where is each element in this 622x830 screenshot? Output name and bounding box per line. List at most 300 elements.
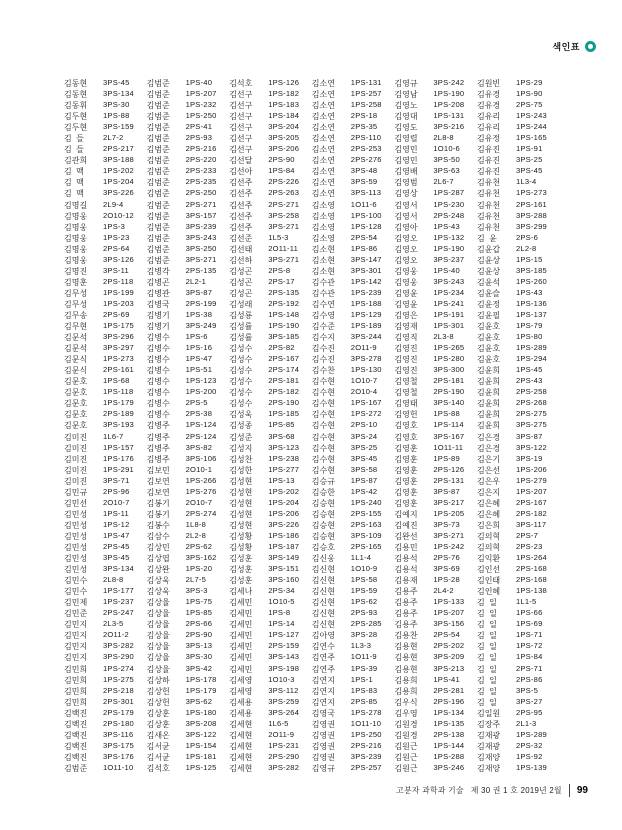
author-name: 김연주 xyxy=(311,653,335,663)
author-name: 김민지 xyxy=(64,620,88,630)
index-row xyxy=(64,277,560,288)
paper-code: 2PS-38 xyxy=(185,409,213,419)
paper-code: 2PS-165 xyxy=(350,541,382,551)
paper-code: 2PS-250 xyxy=(185,188,217,198)
author-name: 김수영 xyxy=(311,311,335,320)
paper-code: 2PS-34 xyxy=(268,586,295,596)
author-name: 김소연 xyxy=(311,112,335,122)
author-name: 김용재 xyxy=(394,576,418,586)
page-title: 색인표 xyxy=(552,42,580,52)
paper-code: 1PS-14 xyxy=(268,619,295,629)
index-entry xyxy=(229,343,312,354)
index-entry xyxy=(312,211,395,222)
paper-code: 1PS-266 xyxy=(185,475,217,485)
paper-code: 1PS-279 xyxy=(515,475,547,485)
index-row xyxy=(64,675,560,686)
author-name: 김민수 xyxy=(64,587,88,597)
index-entry xyxy=(394,166,477,177)
index-row xyxy=(64,155,560,166)
index-entry xyxy=(64,111,147,122)
author-name: 김은희 xyxy=(476,520,501,530)
index-entry xyxy=(229,586,312,597)
index-entry xyxy=(64,177,147,188)
author-name: 김성수 xyxy=(229,355,253,365)
paper-code: 3PS-45 xyxy=(103,78,130,88)
index-entry xyxy=(147,244,230,255)
paper-code: 2O10-12 xyxy=(103,210,134,220)
index-entry xyxy=(394,100,477,111)
index-row xyxy=(64,133,560,144)
author-name: 김범준 xyxy=(146,156,170,166)
index-entry xyxy=(64,641,147,652)
paper-code: 1PS-59 xyxy=(350,586,378,596)
index-entry xyxy=(477,498,560,509)
author-name: 김영호 xyxy=(394,432,418,442)
index-entry xyxy=(229,310,312,321)
paper-code: 2L9-4 xyxy=(103,199,124,209)
author-name: 김세민 xyxy=(229,620,253,630)
paper-code: 2L3-8 xyxy=(433,332,454,342)
author-name: 김병주 xyxy=(146,443,170,453)
paper-code: 1PS-80 xyxy=(515,332,543,342)
index-entry xyxy=(229,365,312,376)
author-name: 김상엽 xyxy=(146,554,170,564)
author-name: 김윤갑 xyxy=(476,244,501,254)
index-row xyxy=(64,222,560,233)
author-name: 김연지 xyxy=(311,697,335,707)
author-name: 김소연 xyxy=(311,90,335,100)
paper-code: 2PS-45 xyxy=(103,541,130,551)
index-entry xyxy=(147,520,230,531)
author-name: 김용석 xyxy=(394,565,418,575)
author-name: 김소영 xyxy=(311,200,335,210)
paper-code: 3PS-134 xyxy=(103,564,134,574)
author-name: 김명웅 xyxy=(64,233,88,243)
author-name: 김상훈 xyxy=(146,719,170,729)
author-name: 김영직 xyxy=(394,333,418,343)
author-name: 김미진 xyxy=(64,443,88,453)
index-entry xyxy=(229,542,312,553)
index-entry xyxy=(64,708,147,719)
index-row xyxy=(64,487,560,498)
author-name: 김선구 xyxy=(229,90,253,100)
paper-code: 3PS-106 xyxy=(185,453,217,463)
paper-code: 3PS-68 xyxy=(268,431,295,441)
index-entry xyxy=(312,564,395,575)
page-footer xyxy=(396,784,588,797)
index-entry xyxy=(229,155,312,166)
paper-code: 1PS-11 xyxy=(103,508,129,518)
author-name: 김문식 xyxy=(64,366,88,376)
index-row xyxy=(64,365,560,376)
author-name: 김미진 xyxy=(64,465,88,475)
author-name: 김선주 xyxy=(229,211,253,221)
paper-code: 1PS-6 xyxy=(185,332,208,342)
index-entry xyxy=(394,597,477,608)
index-entry xyxy=(312,343,395,354)
paper-code: 1PS-8 xyxy=(268,608,291,618)
author-name: 김승현 xyxy=(311,531,335,541)
author-name: 김범준 xyxy=(146,101,170,111)
index-entry xyxy=(229,188,312,199)
paper-code: 1PS-123 xyxy=(185,376,217,386)
paper-code: 1PS-175 xyxy=(103,321,134,331)
author-name: 김영권 xyxy=(311,730,335,740)
index-entry xyxy=(312,122,395,133)
author-name: 김윤정 xyxy=(476,299,501,309)
author-name: 김보연 xyxy=(146,487,170,497)
author-name: 김상율 xyxy=(146,620,170,630)
paper-code: 1PS-204 xyxy=(103,177,134,187)
paper-code: 2PS-76 xyxy=(433,553,460,563)
index-entry xyxy=(394,299,477,310)
paper-code: 2PS-96 xyxy=(103,486,130,496)
author-name: 김상욱 xyxy=(146,587,170,597)
author-name: 김민규 xyxy=(64,487,88,497)
author-name: 김민희 xyxy=(64,697,88,707)
index-entry xyxy=(147,288,230,299)
paper-code: 1PS-132 xyxy=(433,232,465,242)
paper-code: 2PS-174 xyxy=(268,365,300,375)
index-entry xyxy=(229,564,312,575)
index-entry xyxy=(229,277,312,288)
index-row xyxy=(64,741,560,752)
index-entry xyxy=(64,509,147,520)
author-name: 김영민 xyxy=(394,156,418,166)
index-entry xyxy=(394,752,477,763)
author-name: 김영서 xyxy=(394,200,418,210)
index-entry xyxy=(394,487,477,498)
index-entry xyxy=(477,310,560,321)
paper-code: 1PS-13 xyxy=(268,475,295,485)
index-entry xyxy=(394,376,477,387)
paper-code: 3PS-198 xyxy=(268,663,300,673)
author-name: 김범준 xyxy=(146,123,170,133)
author-name: 김범준 xyxy=(146,178,170,188)
index-entry xyxy=(147,255,230,266)
author-name: 김재양 xyxy=(476,752,501,762)
author-name: 김문호 xyxy=(64,399,88,409)
paper-code: 1PS-179 xyxy=(103,398,134,408)
index-entry xyxy=(394,708,477,719)
index-entry xyxy=(229,376,312,387)
index-entry xyxy=(64,752,147,763)
index-entry xyxy=(64,409,147,420)
paper-code: 3PS-243 xyxy=(433,276,465,286)
index-entry xyxy=(64,100,147,111)
paper-code: 3PS-175 xyxy=(103,740,134,750)
author-name: 김상헌 xyxy=(146,686,170,696)
index-entry xyxy=(394,763,477,774)
paper-code: 2PS-10 xyxy=(350,420,378,430)
paper-code: 3PS-122 xyxy=(185,729,217,739)
index-entry xyxy=(147,211,230,222)
author-name: 김수준 xyxy=(311,322,335,332)
author-name: 김성현 xyxy=(229,487,253,497)
author-name: 김민준 xyxy=(64,609,88,619)
paper-code: 1PS-242 xyxy=(433,541,465,551)
index-entry xyxy=(229,100,312,111)
author-name: 김두현 xyxy=(64,112,88,122)
index-entry xyxy=(64,144,147,155)
index-entry xyxy=(64,89,147,100)
paper-code: 1O10-6 xyxy=(433,144,460,154)
paper-code: 2PS-41 xyxy=(185,122,213,132)
paper-code: 1PS-202 xyxy=(103,166,134,176)
paper-code: 3PS-290 xyxy=(103,652,134,662)
author-name: 김세영 xyxy=(229,686,253,696)
index-entry xyxy=(147,432,230,443)
index-entry xyxy=(477,741,560,752)
author-name: 김원근 xyxy=(394,752,418,762)
author-name: 김영헌 xyxy=(394,410,418,420)
author-name: 김 맥 xyxy=(64,167,84,177)
paper-code: 3PS-271 xyxy=(268,254,300,264)
paper-code: 2O11-2 xyxy=(103,630,129,640)
index-entry xyxy=(147,398,230,409)
author-name: 김윤상 xyxy=(476,255,501,265)
author-name: 김 일 xyxy=(476,642,497,652)
index-entry xyxy=(147,664,230,675)
index-entry xyxy=(312,387,395,398)
index-entry xyxy=(477,487,560,498)
paper-code: 3PS-271 xyxy=(185,254,217,264)
paper-code: 3PS-27 xyxy=(515,696,543,706)
index-entry xyxy=(312,310,395,321)
paper-code: 1PS-232 xyxy=(185,100,217,110)
index-entry xyxy=(312,222,395,233)
index-entry xyxy=(229,354,312,365)
author-name: 김 일 xyxy=(476,653,497,663)
author-name: 김신현 xyxy=(311,576,335,586)
paper-code: 2PS-135 xyxy=(268,287,300,297)
paper-code: 3PS-112 xyxy=(268,685,299,695)
paper-code: 3PS-237 xyxy=(433,254,465,264)
author-name: 김성수 xyxy=(229,344,253,354)
index-entry xyxy=(64,343,147,354)
index-entry xyxy=(147,630,230,641)
author-name: 김영재 xyxy=(394,322,418,332)
paper-code: 2PS-268 xyxy=(515,398,547,408)
index-entry xyxy=(394,233,477,244)
author-name: 김미진 xyxy=(64,454,88,464)
index-entry xyxy=(477,652,560,663)
author-name: 김세현 xyxy=(229,730,253,740)
paper-code: 2PS-17 xyxy=(268,276,295,286)
index-entry xyxy=(477,531,560,542)
paper-code: 1L8-8 xyxy=(185,519,207,529)
index-entry xyxy=(477,277,560,288)
paper-code: 2O10-7 xyxy=(185,497,213,507)
paper-code: 1PS-66 xyxy=(515,608,543,618)
index-entry xyxy=(147,343,230,354)
paper-code: 2PS-235 xyxy=(185,177,217,187)
index-entry xyxy=(394,200,477,211)
index-row xyxy=(64,608,560,619)
author-name: 김수연 xyxy=(311,299,335,309)
index-entry xyxy=(64,741,147,752)
author-name: 김범준 xyxy=(146,189,170,199)
paper-code: 2PS-43 xyxy=(515,376,543,386)
index-entry xyxy=(64,398,147,409)
index-entry xyxy=(229,619,312,630)
paper-code: 1O10-3 xyxy=(268,674,295,684)
paper-code: 1PS-92 xyxy=(515,751,543,761)
index-entry xyxy=(229,144,312,155)
index-entry xyxy=(477,420,560,431)
author-name: 김석호 xyxy=(146,763,170,773)
paper-code: 3PS-193 xyxy=(103,420,134,430)
index-entry xyxy=(312,487,395,498)
index-entry xyxy=(312,664,395,675)
index-entry xyxy=(312,376,395,387)
author-name: 김윤희 xyxy=(476,399,501,409)
author-name: 김영태 xyxy=(394,399,418,409)
paper-code: 1PS-167 xyxy=(350,398,382,408)
index-entry xyxy=(64,188,147,199)
paper-code: 1PS-131 xyxy=(350,78,382,88)
index-entry xyxy=(477,619,560,630)
index-entry xyxy=(477,697,560,708)
paper-code: 3PS-59 xyxy=(350,177,378,187)
paper-code: 3PS-271 xyxy=(433,530,465,540)
index-entry xyxy=(64,564,147,575)
index-row xyxy=(64,211,560,222)
paper-code: 1PS-238 xyxy=(268,453,300,463)
index-entry xyxy=(477,376,560,387)
author-name: 김영배 xyxy=(394,167,418,177)
author-name: 김유천 xyxy=(476,200,501,210)
index-entry xyxy=(229,630,312,641)
index-entry xyxy=(147,498,230,509)
paper-code: 1PS-87 xyxy=(350,475,378,485)
author-name: 김영권 xyxy=(311,752,335,762)
paper-code: 1PS-40 xyxy=(433,265,460,275)
author-name: 김연수 xyxy=(311,642,335,652)
index-entry xyxy=(229,697,312,708)
index-row xyxy=(64,663,560,674)
index-entry xyxy=(394,244,477,255)
paper-code: 1L3-3 xyxy=(350,641,372,651)
index-row xyxy=(64,111,560,122)
index-entry xyxy=(147,476,230,487)
author-name: 김윤호 xyxy=(476,344,501,354)
paper-code: 3PS-140 xyxy=(433,398,465,408)
paper-code: 2PS-159 xyxy=(268,641,300,651)
author-name: 김범준 xyxy=(146,255,170,265)
index-row xyxy=(64,144,560,155)
index-entry xyxy=(312,288,395,299)
author-name: 김성욱 xyxy=(229,410,253,420)
paper-code: 3PS-296 xyxy=(103,332,134,342)
index-entry xyxy=(64,288,147,299)
author-name: 김윤상 xyxy=(476,266,501,276)
index-entry xyxy=(147,719,230,730)
index-entry xyxy=(477,222,560,233)
index-entry xyxy=(64,299,147,310)
paper-code: 2O10-4 xyxy=(350,387,378,397)
index-entry xyxy=(64,763,147,774)
index-entry xyxy=(64,332,147,343)
author-name: 김영렬 xyxy=(394,134,418,144)
index-entry xyxy=(312,763,395,774)
paper-code: 1PS-190 xyxy=(433,89,465,99)
index-entry xyxy=(64,553,147,564)
index-entry xyxy=(394,586,477,597)
paper-code: 2L8-8 xyxy=(103,575,124,585)
index-entry xyxy=(147,730,230,741)
paper-code: 1PS-273 xyxy=(515,188,547,198)
index-entry xyxy=(64,520,147,531)
author-name: 김명훈 xyxy=(64,277,88,287)
paper-code: 2PS-75 xyxy=(515,100,543,110)
paper-code: 3PS-301 xyxy=(350,265,382,275)
index-entry xyxy=(312,730,395,741)
author-name: 김병국 xyxy=(146,299,170,309)
paper-code: 1PS-90 xyxy=(515,89,543,99)
paper-code: 1PS-84 xyxy=(515,652,543,662)
paper-code: 2PS-285 xyxy=(350,619,382,629)
paper-code: 3PS-50 xyxy=(433,155,460,165)
paper-code: 1PS-185 xyxy=(268,409,300,419)
paper-code: 3PS-282 xyxy=(103,641,134,651)
paper-code: 2PS-155 xyxy=(350,508,382,518)
paper-code: 3PS-123 xyxy=(268,442,300,452)
index-entry xyxy=(477,100,560,111)
paper-code: 2PS-301 xyxy=(103,696,134,706)
author-name: 김의혁 xyxy=(476,542,501,552)
paper-code: 1PS-206 xyxy=(268,508,300,518)
author-name: 김병수 xyxy=(146,399,170,409)
author-name: 김영훈 xyxy=(394,443,418,453)
paper-code: 3PS-117 xyxy=(515,519,547,529)
paper-code: 1PS-276 xyxy=(185,486,217,496)
author-name: 김소연 xyxy=(311,167,335,177)
index-entry xyxy=(477,752,560,763)
index-entry xyxy=(312,144,395,155)
author-name: 김유정 xyxy=(476,134,501,144)
author-name: 김상율 xyxy=(146,598,170,608)
paper-code: 2O10-7 xyxy=(103,497,130,507)
author-name: 김선준 xyxy=(229,233,253,243)
index-entry xyxy=(312,133,395,144)
author-name: 김민지 xyxy=(64,642,88,652)
index-entry xyxy=(147,188,230,199)
author-name: 김승현 xyxy=(311,498,335,508)
index-entry xyxy=(312,719,395,730)
paper-code: 1PS-178 xyxy=(185,674,217,684)
paper-code: 3PS-271 xyxy=(268,221,300,231)
author-name: 김영권 xyxy=(311,719,335,729)
index-entry xyxy=(64,487,147,498)
author-name: 김수지 xyxy=(311,333,335,343)
paper-code: 2PS-190 xyxy=(268,398,300,408)
author-name: 김범준 xyxy=(146,211,170,221)
index-entry xyxy=(312,675,395,686)
paper-code: 1PS-79 xyxy=(515,321,543,331)
author-name: 김원근 xyxy=(394,741,418,751)
index-entry xyxy=(64,608,147,619)
index-entry xyxy=(64,244,147,255)
index-entry xyxy=(312,597,395,608)
author-name: 김승현 xyxy=(311,509,335,519)
paper-code: 1PS-91 xyxy=(515,144,543,154)
index-entry xyxy=(394,177,477,188)
index-entry xyxy=(312,697,395,708)
author-name: 김영진 xyxy=(394,355,418,365)
page-header xyxy=(552,40,596,53)
author-name: 김완선 xyxy=(394,531,418,541)
